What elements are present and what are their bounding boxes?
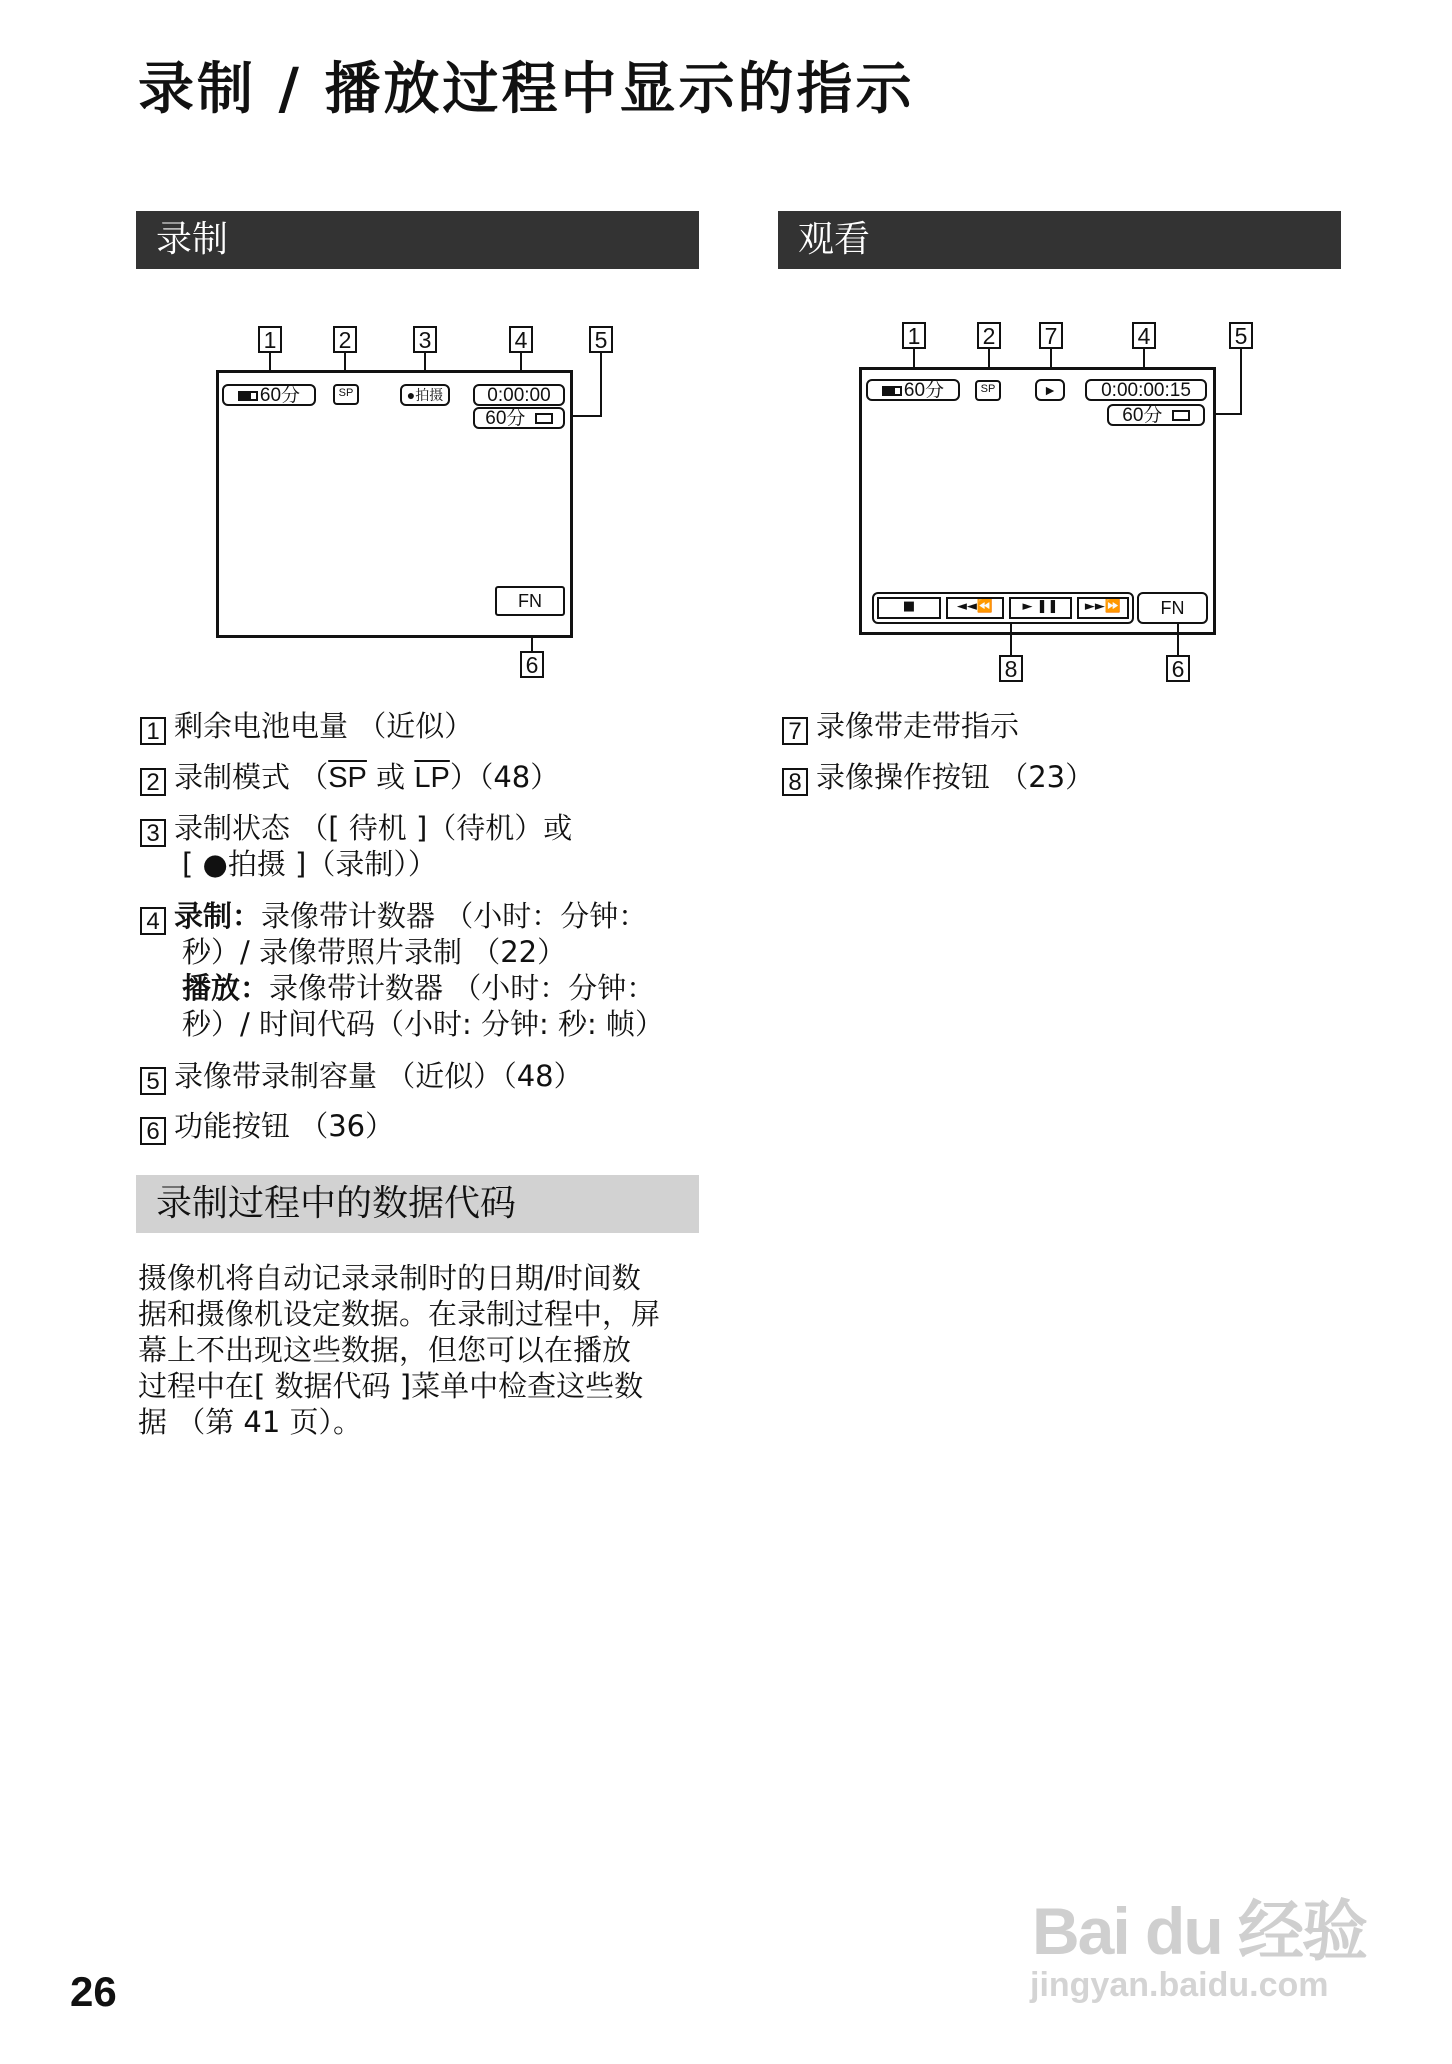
callout-5-playback: 5 bbox=[1229, 322, 1253, 349]
legend-text: 录制模式 （ bbox=[174, 760, 329, 794]
callout-2-playback: 2 bbox=[977, 322, 1001, 349]
record-status-indicator: ●拍摄 bbox=[400, 384, 450, 406]
page-number: 26 bbox=[70, 1968, 117, 2015]
baidu-watermark-url: jingyan.baidu.com bbox=[1030, 1966, 1329, 2004]
legend-item-3 bbox=[140, 810, 572, 847]
legend-num: 1 bbox=[140, 717, 166, 745]
callout-5: 5 bbox=[589, 326, 613, 353]
legend-label-recording: 录制： bbox=[174, 899, 262, 933]
tape-remaining-minutes: 60分 bbox=[485, 408, 526, 429]
sp-mode-icon: SP bbox=[333, 384, 359, 405]
data-code-paragraph bbox=[138, 1260, 708, 1440]
callout-4: 4 bbox=[509, 326, 533, 353]
stop-button[interactable]: ■ bbox=[877, 597, 941, 619]
rewind-button[interactable]: ◄◄⏪ bbox=[946, 597, 1004, 619]
fn-button[interactable]: FN bbox=[495, 586, 565, 616]
sp-symbol: $\overline{SP}$ bbox=[328, 762, 367, 794]
legend-text: 录像带走带指示 bbox=[816, 709, 1020, 743]
callout-1-playback: 1 bbox=[902, 322, 926, 349]
legend-text: 功能按钮 （36） bbox=[174, 1109, 395, 1143]
legend-num: 6 bbox=[140, 1117, 166, 1145]
tape-remaining-indicator-playback bbox=[1107, 404, 1205, 426]
lp-symbol: $\overline{LP}$ bbox=[414, 762, 450, 794]
fast-forward-button[interactable]: ►►⏩ bbox=[1077, 597, 1129, 619]
battery-indicator bbox=[222, 384, 316, 406]
battery-icon bbox=[238, 391, 258, 401]
battery-minutes-playback: 60分 bbox=[903, 380, 945, 401]
legend-item-6 bbox=[140, 1108, 394, 1145]
section-heading-viewing: 观看 bbox=[778, 211, 1341, 269]
callout-4-playback: 4 bbox=[1132, 322, 1156, 349]
legend-item-1 bbox=[140, 708, 473, 745]
battery-minutes: 60分 bbox=[259, 385, 301, 406]
callout-2: 2 bbox=[333, 326, 357, 353]
time-code-counter: 0:00:00:15 bbox=[1085, 379, 1207, 401]
tape-remaining-minutes-playback: 60分 bbox=[1122, 405, 1163, 426]
tape-counter: 0:00:00 bbox=[473, 384, 565, 406]
sp-mode-icon-playback: SP bbox=[975, 380, 1001, 401]
legend-text: 录像带计数器 （小时：分钟： bbox=[269, 971, 656, 1005]
legend-item-5 bbox=[140, 1058, 583, 1095]
legend-num: 8 bbox=[782, 768, 808, 796]
paragraph-line: 过程中在[ 数据代码 ]菜单中检查这些数 bbox=[138, 1369, 644, 1403]
paragraph-line: 摄像机将自动记录录制时的日期/时间数 bbox=[138, 1261, 641, 1295]
legend-num: 3 bbox=[140, 819, 166, 847]
legend-num: 5 bbox=[140, 1067, 166, 1095]
legend-item-2 bbox=[140, 759, 559, 796]
page-title: 录制 / 播放过程中显示的指示 bbox=[138, 57, 915, 122]
callout-6-playback: 6 bbox=[1166, 655, 1190, 682]
section-heading-recording: 录制 bbox=[136, 211, 699, 269]
play-direction-icon: ► bbox=[1035, 379, 1065, 401]
legend-text: 录像操作按钮 （23） bbox=[816, 760, 1095, 794]
callout-6: 6 bbox=[520, 651, 544, 678]
legend-text: 剩余电池电量 （近似） bbox=[174, 709, 474, 743]
legend-label-playback: 播放： bbox=[182, 971, 270, 1005]
paragraph-line: 据和摄像机设定数据。在录制过程中，屏 bbox=[138, 1297, 661, 1331]
fn-button-playback[interactable]: FN bbox=[1137, 592, 1208, 624]
battery-indicator-playback bbox=[866, 379, 960, 401]
legend-text: ）（48） bbox=[449, 760, 560, 794]
legend-text: 录像带计数器 （小时：分钟： bbox=[261, 899, 648, 933]
paragraph-line: 据 （第 41 页）。 bbox=[138, 1405, 363, 1439]
legend-item-8 bbox=[782, 759, 1094, 796]
paragraph-line: 幕上不出现这些数据，但您可以在播放 bbox=[138, 1333, 632, 1367]
legend-text: 或 bbox=[366, 760, 415, 794]
callout-1: 1 bbox=[258, 326, 282, 353]
legend-item-7 bbox=[782, 708, 1019, 745]
legend-text: 录像带录制容量 （近似）（48） bbox=[174, 1059, 583, 1093]
legend-item-4-line2: 秒）/ 录像带照片录制 （22） bbox=[182, 935, 567, 969]
legend-item-4-line4: 秒）/ 时间代码（小时: 分钟: 秒: 帧） bbox=[182, 1007, 664, 1041]
section-heading-data-code: 录制过程中的数据代码 bbox=[136, 1175, 699, 1233]
play-pause-button[interactable]: ► ❚❚ bbox=[1009, 597, 1072, 619]
legend-item-4 bbox=[140, 898, 647, 935]
cassette-icon bbox=[535, 413, 553, 424]
cassette-icon bbox=[1172, 410, 1190, 421]
callout-3: 3 bbox=[413, 326, 437, 353]
legend-text: 录制状态 （[ 待机 ]（待机）或 bbox=[174, 811, 573, 845]
callout-7: 7 bbox=[1039, 322, 1063, 349]
legend-num: 7 bbox=[782, 717, 808, 745]
baidu-watermark-logo: Bai du 经验 bbox=[1032, 1894, 1367, 1968]
legend-item-3-cont: [ ●拍摄 ]（录制）） bbox=[182, 847, 437, 881]
tape-remaining-indicator bbox=[473, 407, 565, 429]
legend-num: 2 bbox=[140, 768, 166, 796]
legend-item-4-line3 bbox=[182, 970, 655, 1006]
battery-icon bbox=[882, 386, 902, 396]
legend-num: 4 bbox=[140, 907, 166, 935]
callout-8: 8 bbox=[999, 655, 1023, 682]
